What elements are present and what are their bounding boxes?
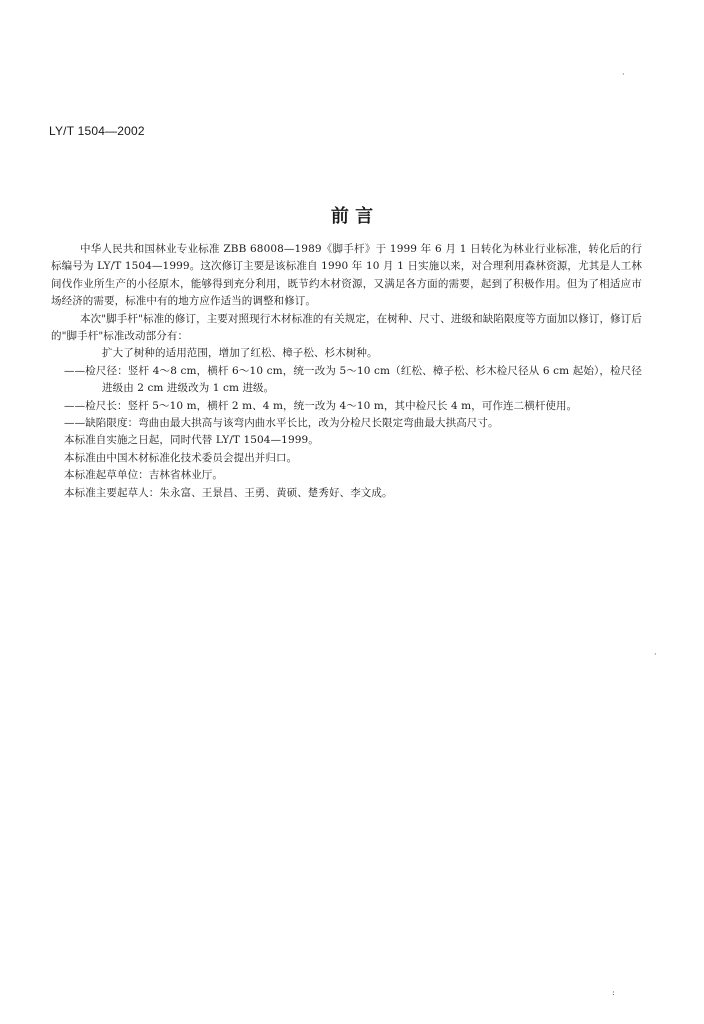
statement-drafters: 本标准主要起草人：朱永富、王景昌、王勇、黄硕、楚秀好、李文成。 [64, 486, 393, 499]
scan-speck: : [612, 988, 615, 997]
foreword-body [51, 241, 642, 502]
list-item-species: 扩大了树种的适用范围，增加了红松、樟子松、杉木树种。 [102, 347, 378, 360]
list-item-diameter: ——检尺径：竖杆 4～8 cm，横杆 6～10 cm，统一改为 5～10 cm（红松、樟子松、杉木检尺径从 6 cm 起始），检尺径进级由 2 cm 进级改为 1 cm 进级。 [64, 364, 642, 395]
statement-proposer: 本标准由中国木材标准化技术委员会提出并归口。 [64, 451, 298, 464]
scan-speck: · [654, 650, 657, 659]
paragraph-intro: 中华人民共和国林业专业标准 ZBB 68008—1989《脚手杆》于 1999 年 6 月 1 日转化为林业行业标准，转化后的行标编号为 LY/T 1504—1999。这次修订主要是该标准自 1990 年 10 月 1 日实施以来，对合理利用森林资源，尤其是人工林间伐作业所生产的小径原木，能够得到充分利用，既节约木材资源，又满足各方面的需要，起到了积极作用。但为了相适应市场经济的需要，标准中有的地方应作适当的调整和修订。 [51, 243, 642, 308]
statement-replace: 本标准自实施之日起，同时代替 LY/T 1504—1999。 [64, 434, 319, 447]
statement-drafting-unit: 本标准起草单位：吉林省林业厅。 [64, 469, 223, 482]
page-title: 前 言 [330, 206, 374, 227]
list-item-defect: ——缺陷限度：弯曲由最大拱高与该弯内曲水平长比，改为分检尺长限定弯曲最大拱高尺寸。 [64, 417, 499, 430]
paragraph-revision: 本次"脚手杆"标准的修订，主要对照现行木材标准的有关规定，在树种、尺寸、进级和缺陷限度等方面加以修订，修订后的"脚手杆"标准改动部分有： [51, 312, 642, 343]
scan-speck: · [622, 70, 625, 79]
standard-code-header: LY/T 1504—2002 [49, 124, 145, 138]
list-item-length: ——检尺长：竖杆 5～10 m，横杆 2 m、4 m，统一改为 4～10 m，其中检尺长 4 m，可作连二横杆使用。 [64, 399, 578, 412]
